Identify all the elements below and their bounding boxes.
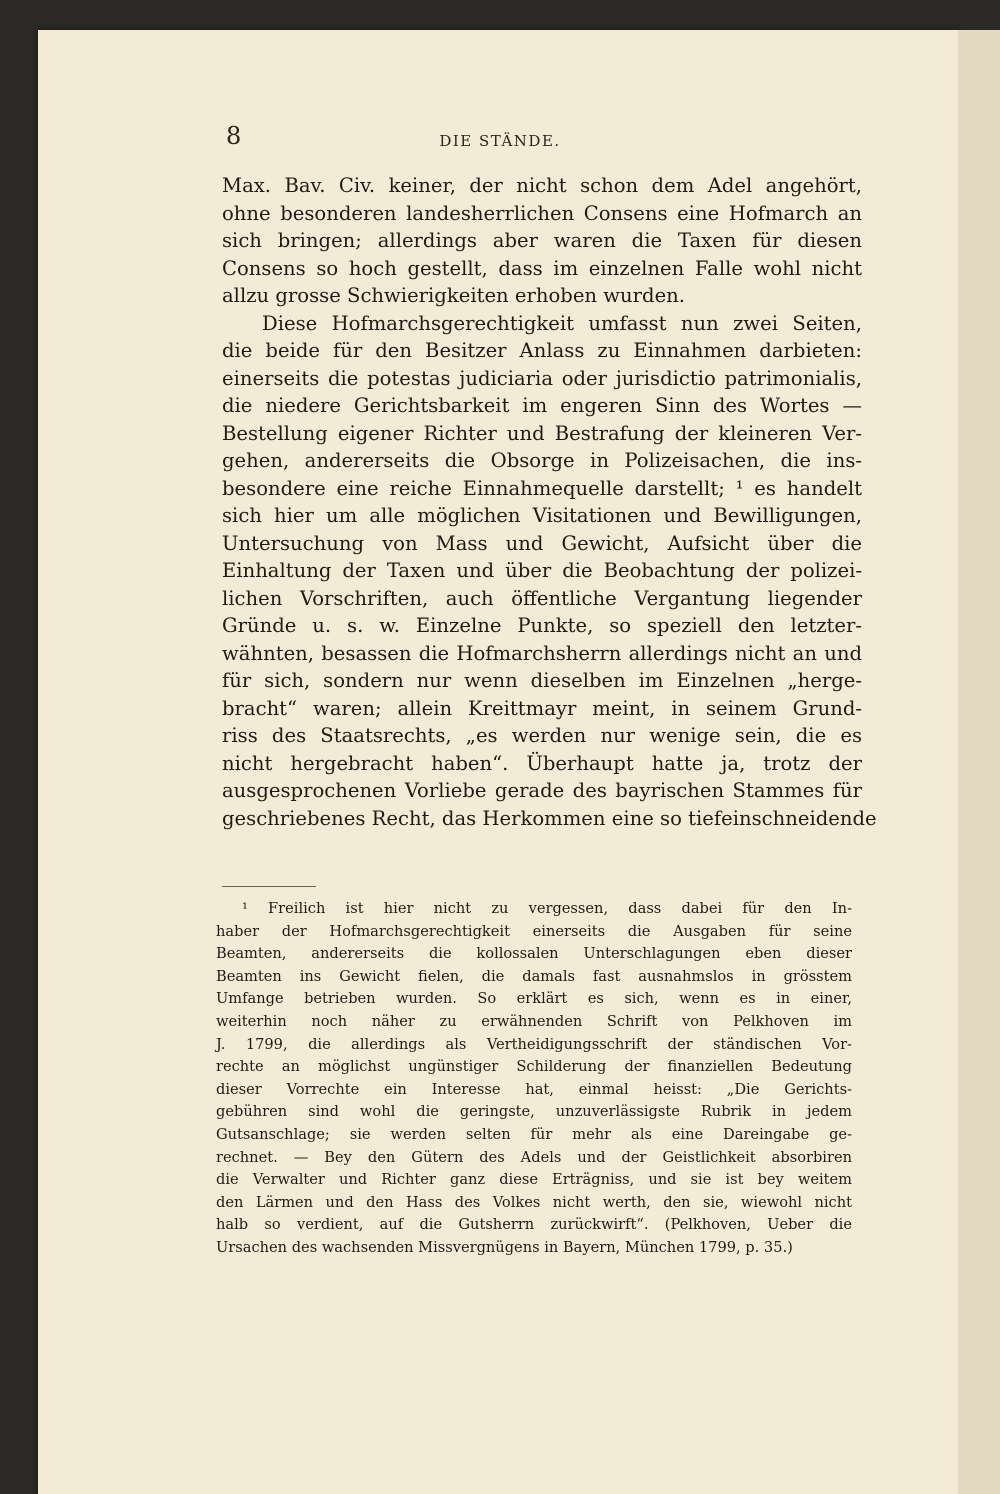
page-number: 8 [226, 122, 242, 150]
footnote-line: haber der Hofmarchsgerechtigkeit einerseits die Ausgaben für seine [216, 922, 852, 940]
footnote-line: die Verwalter und Richter ganz diese Erträgniss, und sie ist bey weitem [216, 1171, 852, 1189]
footnote-line: Ursachen des wachsenden Missvergnügens in Bayern, München 1799, p. 35.) [216, 1238, 793, 1256]
footnote-divider [222, 886, 316, 887]
footnote-line: Umfange betrieben wurden. So erklärt es sich, wenn es in einer, [216, 990, 852, 1008]
running-head: DIE STÄNDE. [439, 132, 561, 150]
footnote-line: halb so verdient, auf die Gutsherrn zurückwirft“. (Pelkhoven, Ueber die [216, 1216, 852, 1234]
text-line: gehen, andererseits die Obsorge in Polizeisachen, die ins- [222, 449, 862, 472]
page-edge [958, 30, 1000, 1494]
footnote-line: dieser Vorrechte ein Interesse hat, einmal heisst: „Die Gerichts- [216, 1080, 852, 1098]
footnote-line: Beamten ins Gewicht fielen, die damals fast ausnahmslos in grösstem [216, 967, 852, 985]
text-line: für sich, sondern nur wenn dieselben im Einzelnen „herge- [222, 669, 862, 692]
text-line: riss des Staatsrechts, „es werden nur wenige sein, die es [222, 724, 862, 747]
text-line: Consens so hoch gestellt, dass im einzelnen Falle wohl nicht [222, 256, 862, 280]
text-line: Untersuchung von Mass und Gewicht, Aufsicht über die [222, 531, 862, 555]
main-text [222, 172, 877, 832]
text-line: ausgesprochenen Vorliebe gerade des bayrischen Stammes für [222, 779, 862, 802]
footnote-line: den Lärmen und den Hass des Volkes nicht werth, den sie, wiewohl nicht [216, 1193, 852, 1211]
text-line: Diese Hofmarchsgerechtigkeit umfasst nun zwei Seiten, [262, 311, 862, 335]
footnote-line: weiterhin noch näher zu erwähnenden Schrift von Pelkhoven im [216, 1012, 852, 1030]
page-header [0, 122, 1000, 162]
text-line: Max. Bav. Civ. keiner, der nicht schon dem Adel angehört, [222, 174, 862, 197]
text-line: einerseits die potestas judiciaria oder jurisdictio patrimonialis, [222, 366, 862, 390]
text-line: wähnten, besassen die Hofmarchsherrn allerdings nicht an und [222, 641, 862, 665]
text-line: Einhaltung der Taxen und über die Beobachtung der polizei- [222, 559, 862, 582]
text-line: nicht hergebracht haben“. Überhaupt hatte ja, trotz der [222, 751, 862, 775]
text-line: lichen Vorschriften, auch öffentliche Vergantung liegender [222, 586, 862, 610]
footnote-line: Gutsanschlage; sie werden selten für mehr als eine Dareingabe ge- [216, 1125, 852, 1143]
text-line: Gründe u. s. w. Einzelne Punkte, so speziell den letzter- [222, 614, 862, 637]
text-line: die niedere Gerichtsbarkeit im engeren Sinn des Wortes — [222, 394, 862, 417]
text-line: sich bringen; allerdings aber waren die Taxen für diesen [222, 229, 862, 252]
text-line: allzu grosse Schwierigkeiten erhoben wurden. [222, 284, 686, 307]
footnote-line: Beamten, andererseits die kollossalen Unterschlagungen eben dieser [216, 945, 852, 963]
footnote-line: rechnet. — Bey den Gütern des Adels und der Geistlichkeit absorbiren [216, 1148, 852, 1166]
text-line: sich hier um alle möglichen Visitationen und Bewilligungen, [222, 504, 862, 527]
text-line: Bestellung eigener Richter und Bestrafung der kleineren Ver- [222, 421, 862, 445]
footnote-line: gebühren sind wohl die geringste, unzuverlässigste Rubrik in jedem [216, 1103, 852, 1121]
text-line: geschriebenes Recht, das Herkommen eine so tiefeinschneidende [222, 806, 877, 830]
footnotes [216, 898, 852, 1260]
text-line: bracht“ waren; allein Kreittmayr meint, in seinem Grund- [222, 696, 862, 720]
footnote-line: J. 1799, die allerdings als Vertheidigungsschrift der ständischen Vor- [216, 1035, 852, 1053]
footnote-line: ¹ Freilich ist hier nicht zu vergessen, dass dabei für den In- [242, 900, 852, 917]
text-line: ohne besonderen landesherrlichen Consens eine Hofmarch an [222, 201, 862, 225]
text-line: besondere eine reiche Einnahmequelle darstellt; ¹ es handelt [222, 476, 862, 500]
footnote-line: rechte an möglichst ungünstiger Schilderung der finanziellen Bedeutung [216, 1058, 852, 1076]
text-line: die beide für den Besitzer Anlass zu Einnahmen darbieten: [222, 339, 862, 362]
